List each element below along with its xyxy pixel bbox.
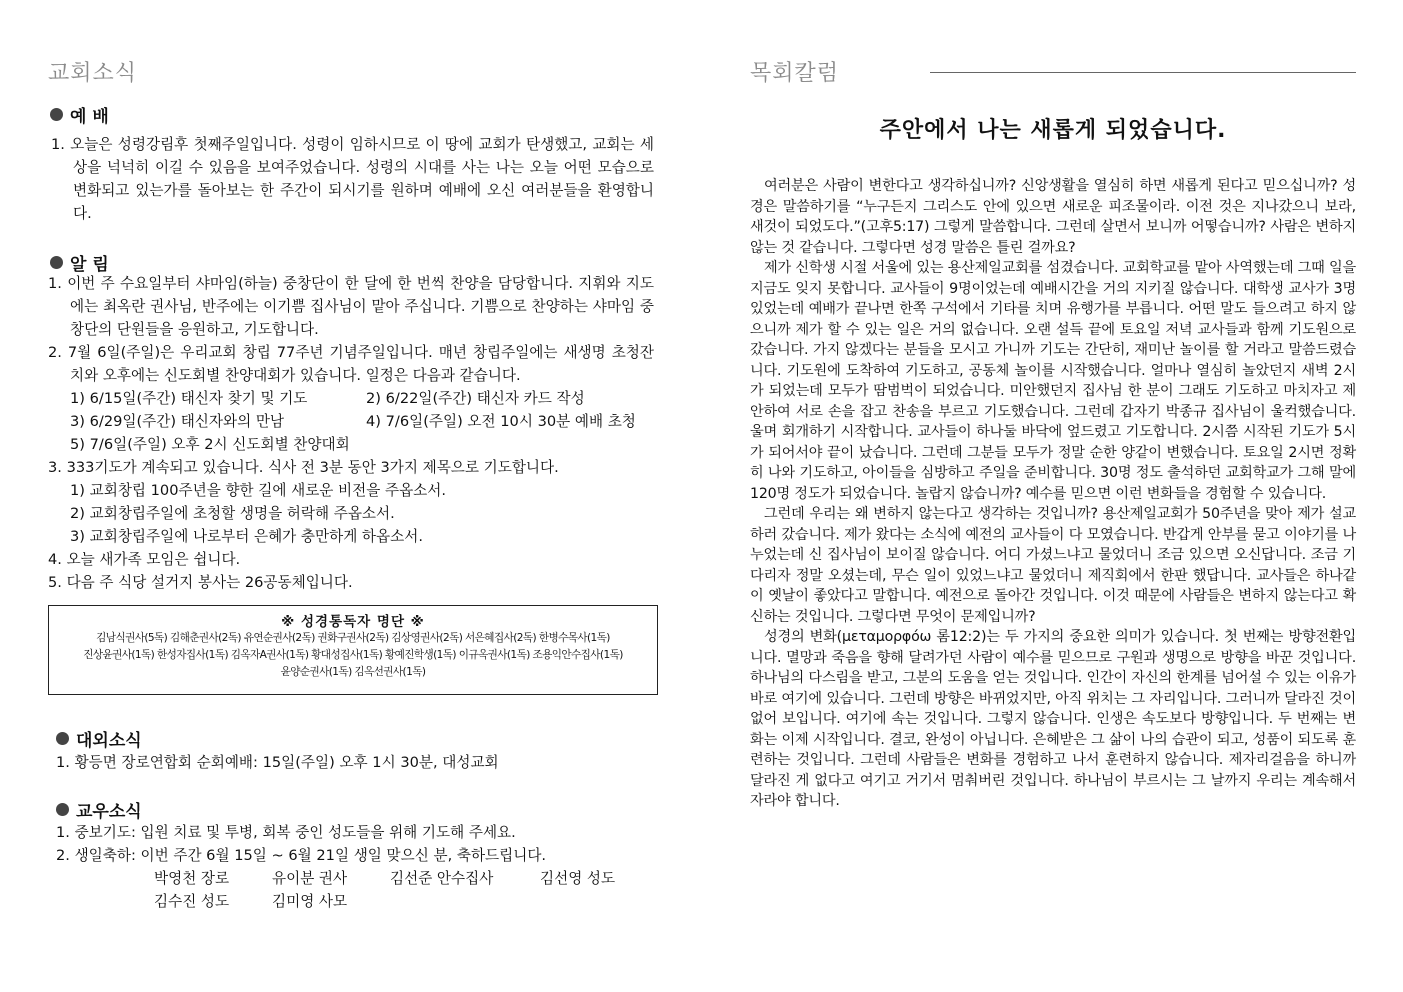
bible-readers-box [48,605,658,695]
worship-item: 1. 오늘은 성령강림후 첫째주일입니다. 성령이 임하시므로 이 땅에 교회가 탄생했고, 교회는 세상을 넉넉히 이길 수 있음을 보여주었습니다. 성령의 시대를 사는 나는 오늘 어떤 모습으로 변화되고 있는가를 돌아보는 한 주간이 되시기를 원하며 예배에 오신 여러분들을 환영합니다. [51,136,654,222]
notice-block [48,272,654,594]
column-paragraph: 성경의 변화(μεταμορφόω 롬12:2)는 두 가지의 중요한 의미가 있습니다. 첫 번째는 방향전환입니다. 멸망과 죽음을 향해 달려가던 사람이 예수를 믿으므로 구원과 생명으로 방향을 바꾼 것입니다. 하나님의 다스림을 받고, 그분의 도움을 얻는 것입니다. 인간이 자신의 한계를 넘어설 수 있는 이유가 바로 여기에 있습니다. 그런데 방향은 바뀌었지만, 아직 위치는 그 자리입니다. 그러니까 달라진 것이 없어 보입니다. 여기에 속는 것입니다. 그렇지 않습니다. 인생은 속도보다 방향입니다. 두 번째는 변화는 이제 시작입니다. 결코, 완성이 아닙니다. 은혜받은 그 삶이 나의 습관이 되고, 성품이 되도록 훈련하는 것입니다. 그런데 사람들은 변화를 경험하고 나서 훈련하지 않습니다. 제자리걸음을 하니까 달라진 게 없다고 여기고 거기서 멈춰버린 것입니다. 하나님이 부르시는 그 날까지 우리는 계속해서 자라야 합니다. [750,629,1356,809]
notice-item-4: 4. 오늘 새가족 모임은 쉽니다. [48,551,241,568]
worship-heading: 예 배 [50,102,109,127]
bible-readers-title: ※ 성경통독자 명단 ※ [281,614,425,630]
members-news-block [56,821,656,913]
notice-item-1: 1. 이번 주 수요일부터 샤마임(하늘) 중창단이 한 달에 한 번씩 찬양을 담당합니다. 지휘와 지도에는 최옥란 권사님, 반주에는 이기쁨 집사님이 맡아 주십니다. 기쁨으로 찬양하는 샤마임 중창단의 단원들을 응원하고, 기도합니다. [48,275,654,338]
birthday-name: 김선준 안수집사 [390,870,494,887]
prayer-item: 1) 교회창립 100주년을 향한 길에 새로운 비전을 주옵소서. [70,482,446,499]
worship-block [51,133,654,225]
column-paragraph: 제가 신학생 시절 서울에 있는 용산제일교회를 섬겼습니다. 교회학교를 맡아 사역했는데 그때 일을 지금도 잊지 못합니다. 교사들이 9명이었는데 예배시간을 거의 지키질 않습니다. 대학생 교사가 3명 있었는데 예배가 끝나면 한쪽 구석에서 기타를 치며 유행가를 부릅니다. 어떤 말도 들으려고 하지 않으니까 제가 할 수 있는 일은 거의 없습니다. 오랜 설득 끝에 토요일 저녁 교사들과 함께 기도원으로 갔습니다. 가지 않겠다는 분들을 모시고 가니까 기도는 간단히, 재미난 놀이를 할 거라고 말씀드렸습니다. 기도원에 도착하여 기도하고, 공동체 놀이를 시작했습니다. 얼마나 열심히 놀았던지 새벽 2시가 되었는데 모두가 땀범벅이 되었습니다. 미안했던지 집사님 한 분이 그래도 기도하고 마치자고 제안하여 서로 손을 잡고 찬송을 부르고 기도했습니다. 그런데 갑자기 박종규 집사님이 울컥했습니다. 울며 회개하기 시작합니다. 교사들이 하나둘 바닥에 엎드렸고 기도합니다. 2시쯤 시작된 기도가 5시가 되어서야 끝이 났습니다. 그런데 그분들 모두가 정말 순한 양같이 변했습니다. 토요일 2시면 정확히 나와 기도하고, 아이들을 심방하고 주일을 준비합니다. 30명 정도 출석하던 교회학교가 그해 말에 120명 정도가 되었습니다. 놀랍지 않습니까? 예수를 믿으면 이런 변화들을 경험할 수 있습니다. [750,260,1356,502]
column-paragraph: 여러분은 사람이 변한다고 생각하십니까? 신앙생활을 열심히 하면 새롭게 된다고 믿으십니까? 성경은 말씀하기를 “누구든지 그리스도 안에 있으면 새로운 피조물이라. 이전 것은 지나갔으니 보라, 새것이 되었도다.”(고후5:17) 그렇게 말씀합니다. 그런데 살면서 보니까 어떻습니까? 사람은 변하지 않는 것 같습니다. 그렇다면 성경 말씀은 틀린 걸까요? [750,178,1356,256]
schedule-row: 5) 7/6일(주일) 오후 2시 신도회별 찬양대회 [70,436,350,453]
external-news-item: 1. 황등면 장로연합회 순회예배: 15일(주일) 오후 1시 30분, 대성교회 [56,754,499,771]
notice-heading: 알 림 [50,250,109,275]
right-page [750,0,1356,992]
birthday-list [56,867,656,913]
bible-readers-line: 진상윤권사(1독) 한성자집사(1독) 김옥자A권사(1독) 황대성집사(1독) 황예진학생(1독) 이규옥권사(1독) 조용익안수집사(1독) [83,649,623,661]
members-item-1: 1. 중보기도: 입원 치료 및 투병, 회복 중인 성도들을 위해 기도해 주세요. [56,824,516,841]
notice-item-3: 3. 333기도가 계속되고 있습니다. 식사 전 3분 동안 3가지 제목으로 기도합니다. [48,459,559,476]
pastor-column-title: 목회칼럼 [750,61,840,86]
bullet-icon [50,256,63,269]
column-headline: 주안에서 나는 새롭게 되었습니다. [879,118,1227,143]
bullet-icon [56,803,69,816]
left-page [48,0,660,992]
birthday-name: 김선영 성도 [540,870,616,887]
notice-item-5: 5. 다음 주 식당 설거지 봉사는 26공동체입니다. [48,574,353,591]
church-news-title: 교회소식 [48,61,138,86]
schedule-row: 3) 6/29일(주간) 태신자와의 만남 4) 7/6일(주일) 오전 10시 30분 예배 초청 [70,413,636,430]
members-item-2: 2. 생일축하: 이번 주간 6월 15일 ~ 6월 21일 생일 맞으신 분, 축하드립니다. [56,847,547,864]
title-divider [930,72,1356,73]
prayer-list [48,479,654,548]
birthday-name: 박영천 장로 [154,870,230,887]
birthday-name: 김미영 사모 [272,893,348,910]
birthday-name: 유이분 권사 [272,870,348,887]
prayer-item: 2) 교회창립주일에 초청할 생명을 허락해 주옵소서. [70,505,395,522]
bible-readers-line: 김남식권사(5독) 김해춘권사(2독) 유연순권사(2독) 권화구권사(2독) 김상영권사(2독) 서은혜집사(2독) 한병수목사(1독) [96,632,610,644]
bullet-icon [50,108,63,121]
notice-item-2: 2. 7월 6일(주일)은 우리교회 창립 77주년 기념주일입니다. 매년 창립주일에는 새생명 초청잔치와 오후에는 신도회별 찬양대회가 있습니다. 일정은 다음과 같습니다. [48,344,654,384]
schedule-row: 1) 6/15일(주간) 태신자 찾기 및 기도 2) 6/22일(주간) 태신자 카드 작성 [70,390,585,407]
column-paragraph: 그런데 우리는 왜 변하지 않는다고 생각하는 것입니까? 용산제일교회가 50주년을 맞아 제가 설교하러 갔습니다. 제가 왔다는 소식에 예전의 교사들이 다 모였습니다. 반갑게 안부를 묻고 이야기를 나누었는데 신 집사님이 보이질 않습니다. 어디 가셨느냐고 물었더니 조금 있으면 오신답니다. 조금 기다리자 정말 오셨는데, 무슨 일이 있었느냐고 물었더니 제직회에서 한판 했답니다. 교사들은 하나같이 옛날이 좋았다고 말합니다. 예전으로 돌아간 것입니다. 이것 때문에 사람들은 변하지 않는다고 확신하는 것입니다. 그렇다면 무엇이 문제입니까? [750,506,1356,625]
bullet-icon [56,732,69,745]
prayer-item: 3) 교회창립주일에 나로부터 은혜가 충만하게 하옵소서. [70,528,423,545]
external-news-block [56,751,656,774]
bible-readers-line: 윤양순권사(1독) 김옥선권사(1독) [280,666,426,678]
external-news-heading: 대외소식 [56,726,142,751]
birthday-name: 김수진 성도 [154,893,230,910]
members-news-heading: 교우소식 [56,797,142,822]
schedule-list [48,387,654,456]
column-body [750,176,1356,812]
